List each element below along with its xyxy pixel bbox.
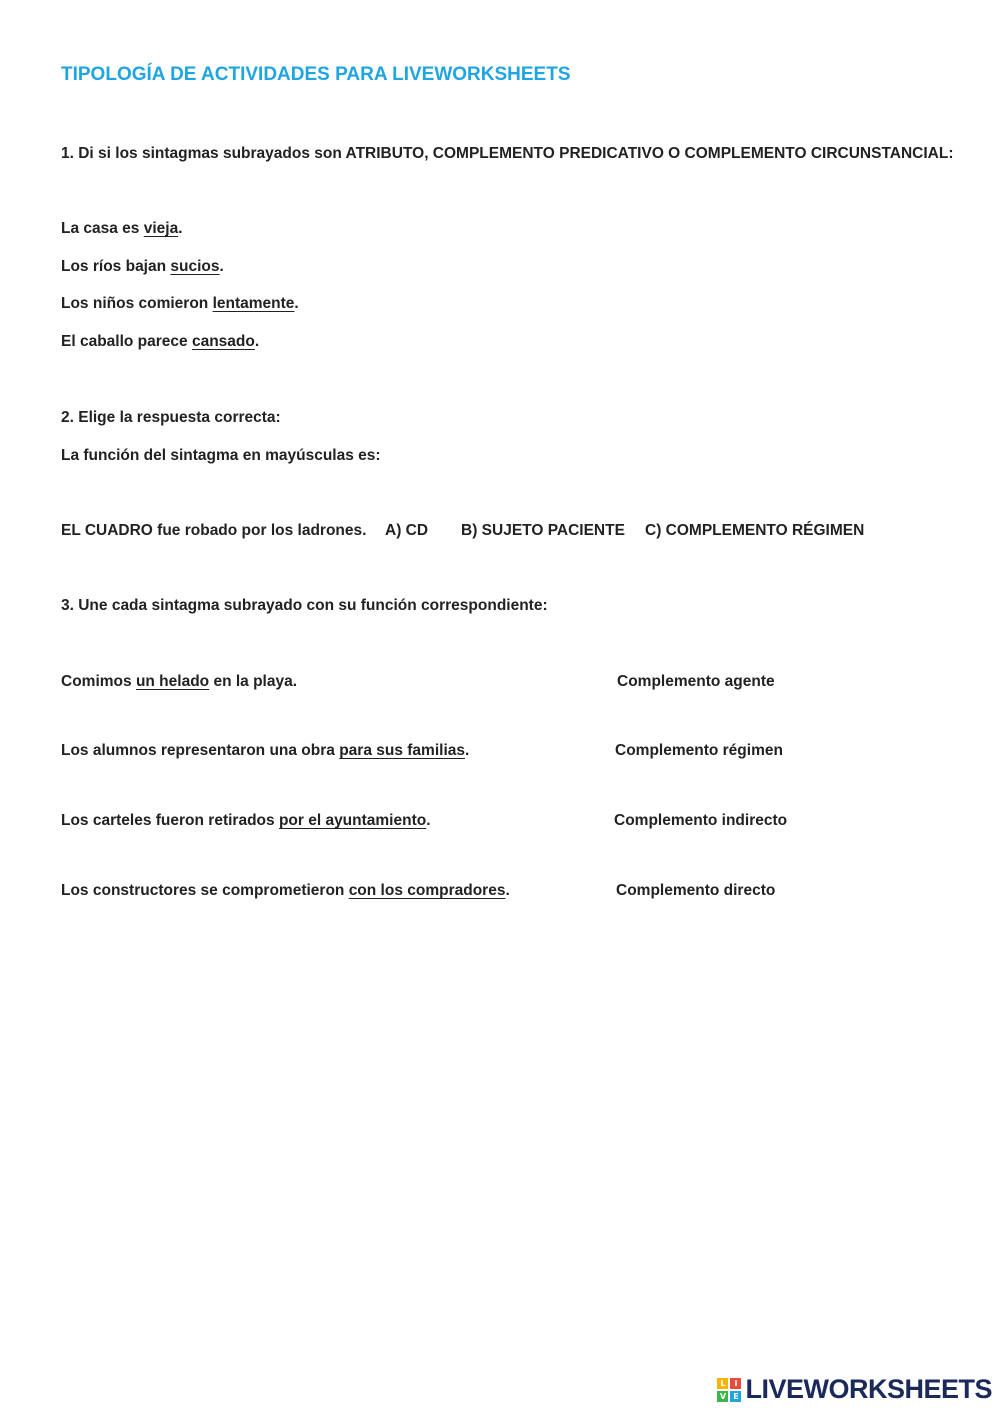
sentence-text: Los alumnos representaron una obra [61, 742, 340, 759]
logo-tile: L [717, 1378, 728, 1389]
sentence-end: . [178, 220, 183, 237]
sentence-text: Comimos [61, 673, 136, 690]
q3-sentence-4[interactable] [61, 882, 510, 900]
sentence-text: Los ríos bajan [61, 258, 171, 275]
q2-subtitle: La función del sintagma en mayúsculas es: [61, 447, 381, 464]
page-title: TIPOLOGÍA DE ACTIVIDADES PARA LIVEWORKSHEETS [61, 64, 571, 85]
q3-instruction: 3. Une cada sintagma subrayado con su función correspondiente: [61, 597, 548, 614]
q1-sentence-1 [61, 220, 183, 238]
underlined-phrase: cansado [191, 333, 255, 350]
logo-tile: I [730, 1378, 741, 1389]
underlined-phrase: vieja [143, 220, 179, 237]
q3-function-3[interactable]: Complemento indirecto [614, 812, 788, 829]
q1-instruction: 1. Di si los sintagmas subrayados son ATRIBUTO, COMPLEMENTO PREDICATIVO O COMPLEMENTO CIRCUNSTANCIAL: [61, 145, 954, 162]
q2-sentence: EL CUADRO fue robado por los ladrones. [61, 522, 367, 539]
sentence-text: Los carteles fueron retirados [61, 812, 279, 829]
sentence-end: . [505, 882, 510, 899]
sentence-text: El caballo parece [61, 333, 192, 350]
q3-function-2[interactable]: Complemento régimen [615, 742, 783, 759]
sentence-end: . [465, 742, 470, 759]
liveworksheets-logo [717, 1374, 992, 1405]
sentence-end: . [219, 258, 224, 275]
q1-sentence-2 [61, 258, 224, 276]
sentence-end: . [254, 333, 260, 350]
logo-tile: E [730, 1391, 741, 1402]
underlined-phrase: un helado [135, 673, 210, 690]
q3-sentence-3[interactable] [61, 812, 431, 830]
underlined-phrase: sucios [170, 258, 220, 275]
underlined-phrase: por el ayuntamiento [278, 812, 427, 829]
underlined-phrase: lentamente [212, 295, 295, 312]
logo-tiles-icon [717, 1378, 741, 1402]
q2-instruction: 2. Elige la respuesta correcta: [61, 409, 281, 426]
logo-tile: V [717, 1391, 728, 1402]
sentence-end: . [426, 812, 431, 829]
logo-text: LIVEWORKSHEETS [745, 1374, 992, 1404]
q2-option-b[interactable]: B) SUJETO PACIENTE [461, 522, 625, 539]
q3-sentence-1[interactable] [61, 673, 297, 691]
sentence-end: en la playa. [209, 673, 298, 690]
q3-function-4[interactable]: Complemento directo [616, 882, 776, 899]
q2-option-a[interactable]: A) CD [385, 522, 429, 539]
sentence-text: La casa es [61, 220, 144, 237]
q1-sentence-3 [61, 295, 299, 313]
q3-sentence-2[interactable] [61, 742, 469, 760]
q3-function-1[interactable]: Complemento agente [617, 673, 775, 690]
sentence-text: Los constructores se comprometieron [61, 882, 349, 899]
sentence-text: Los niños comieron [61, 295, 213, 312]
underlined-phrase: con los compradores [348, 882, 506, 899]
q1-sentence-4 [61, 333, 259, 351]
underlined-phrase: para sus familias [339, 742, 465, 759]
sentence-end: . [294, 295, 299, 312]
q2-option-c[interactable]: C) COMPLEMENTO RÉGIMEN [645, 522, 865, 539]
